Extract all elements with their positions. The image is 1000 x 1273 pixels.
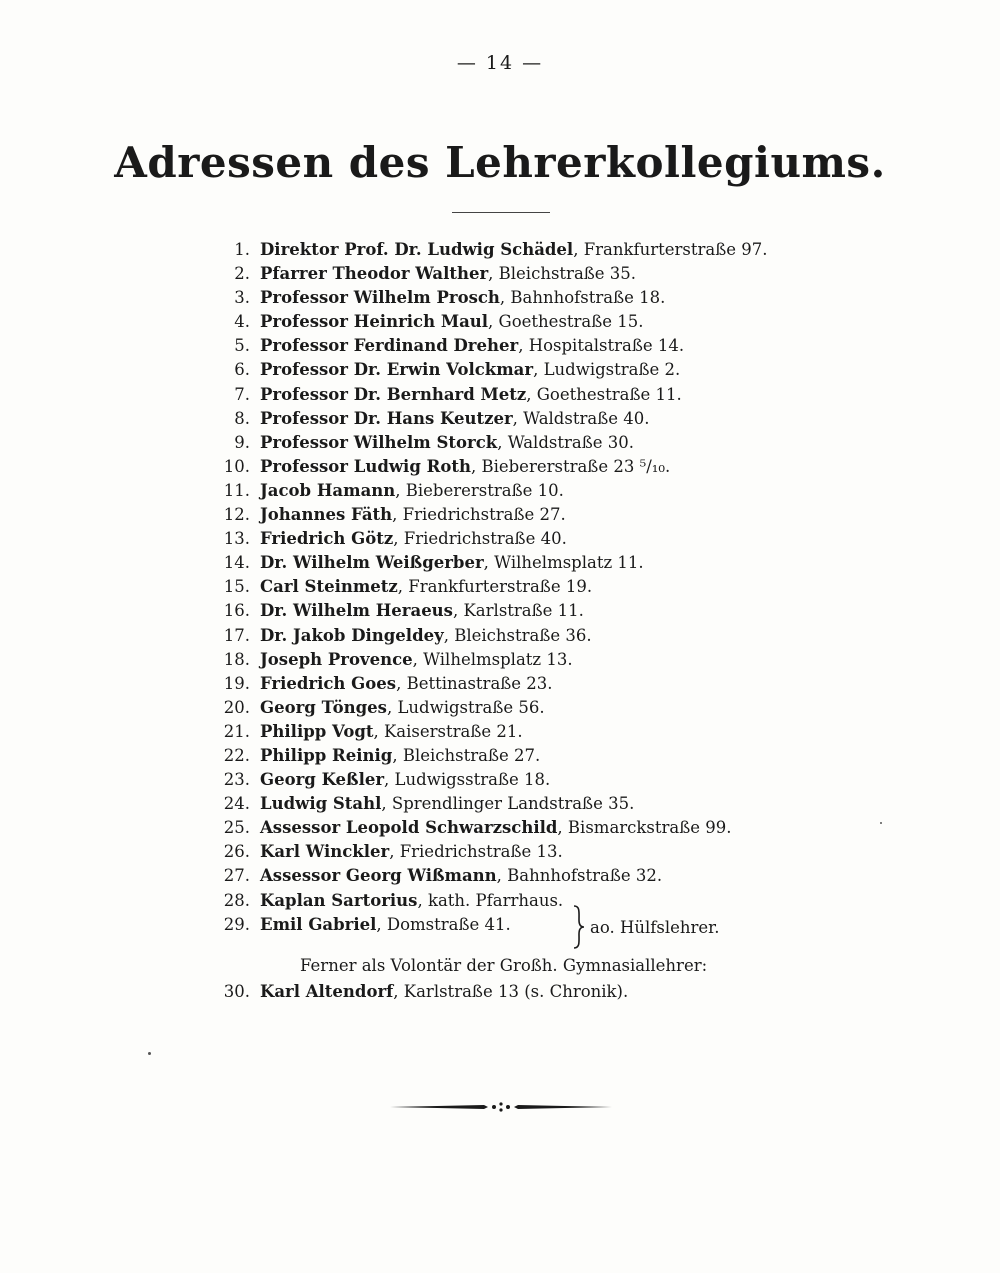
entry-address: Goethestraße 15. bbox=[498, 312, 644, 332]
list-item bbox=[0, 768, 1000, 792]
entry-address: Karlstraße 11. bbox=[463, 601, 584, 621]
entry-number: 28. bbox=[223, 890, 250, 910]
entry-text: Georg Keßler, Ludwigsstraße 18. bbox=[260, 770, 551, 790]
entry-number: 15. bbox=[223, 577, 250, 597]
entry-name: Friedrich Goes bbox=[260, 673, 397, 693]
list-item bbox=[0, 455, 1000, 479]
entry-number: 5. bbox=[234, 336, 250, 356]
list-item bbox=[0, 358, 1000, 382]
list-item bbox=[0, 889, 1000, 913]
entry-name: Georg Keßler bbox=[260, 770, 385, 790]
entry-name: Ludwig Stahl bbox=[260, 794, 382, 814]
entry-name: Professor Heinrich Maul bbox=[260, 312, 489, 332]
entry-text: Johannes Fäth, Friedrichstraße 27. bbox=[260, 505, 566, 525]
entry-text: Professor Dr. Erwin Volckmar, Ludwigstraße 2. bbox=[260, 360, 681, 380]
entry-number: 23. bbox=[223, 770, 250, 790]
entry-number: 3. bbox=[234, 288, 250, 308]
entry-address: Friedrichstraße 40. bbox=[403, 529, 567, 549]
entry-number: 10. bbox=[223, 456, 250, 476]
entry-number: 25. bbox=[223, 818, 250, 838]
entry-address: Bleichstraße 35. bbox=[498, 264, 637, 284]
list-item bbox=[0, 720, 1000, 744]
entry-number: 6. bbox=[234, 360, 250, 380]
entry-text: Professor Dr. Hans Keutzer, Waldstraße 40. bbox=[260, 408, 650, 428]
list-item bbox=[0, 648, 1000, 672]
entry-number: 20. bbox=[223, 697, 250, 717]
title-divider bbox=[452, 212, 550, 213]
entry-name: Carl Steinmetz bbox=[260, 577, 398, 597]
entry-name: Professor Dr. Erwin Volckmar bbox=[260, 360, 534, 380]
end-ornament-icon bbox=[388, 1100, 614, 1114]
entry-address: Bleichstraße 36. bbox=[454, 625, 592, 645]
volunteer-entry bbox=[0, 980, 1000, 1004]
entry-text: Friedrich Goes, Bettinastraße 23. bbox=[260, 673, 553, 693]
entry-number: 27. bbox=[223, 866, 250, 886]
entry-address: Friedrichstraße 27. bbox=[402, 505, 566, 525]
print-speck bbox=[880, 822, 882, 824]
entry-address: Biebererstraße 10. bbox=[405, 480, 564, 500]
list-item bbox=[0, 864, 1000, 888]
entry-name: Professor Wilhelm Storck bbox=[260, 432, 498, 452]
entry-text: Karl Altendorf, Karlstraße 13 (s. Chronik). bbox=[260, 982, 629, 1001]
entry-name: Johannes Fäth bbox=[260, 505, 393, 525]
list-item bbox=[0, 744, 1000, 768]
entry-address: Bahnhofstraße 18. bbox=[510, 288, 666, 308]
entry-address: Sprendlinger Landstraße 35. bbox=[391, 794, 635, 814]
entry-number: 11. bbox=[223, 480, 250, 500]
entry-name: Philipp Reinig bbox=[260, 745, 393, 765]
entry-text: Direktor Prof. Dr. Ludwig Schädel, Frankfurterstraße 97. bbox=[260, 240, 768, 259]
entry-number: 7. bbox=[234, 384, 250, 404]
entry-number: 22. bbox=[223, 745, 250, 765]
page-title: Adressen des Lehrerkollegiums. bbox=[114, 138, 886, 187]
entry-address: Ludwigsstraße 18. bbox=[394, 770, 551, 790]
entry-number: 1. bbox=[234, 240, 250, 259]
list-item bbox=[0, 431, 1000, 455]
volunteer-intro: Ferner als Volontär der Großh. Gymnasiallehrer: bbox=[300, 956, 708, 975]
list-item bbox=[0, 383, 1000, 407]
entry-name: Professor Dr. Bernhard Metz bbox=[260, 384, 527, 404]
entry-name: Assessor Georg Wißmann bbox=[260, 866, 497, 886]
entry-text: Friedrich Götz, Friedrichstraße 40. bbox=[260, 529, 567, 549]
entry-text: Assessor Leopold Schwarzschild, Bismarckstraße 99. bbox=[260, 818, 732, 838]
entry-address: Bismarckstraße 99. bbox=[567, 818, 732, 838]
entry-number: 30. bbox=[223, 982, 250, 1001]
list-item bbox=[0, 624, 1000, 648]
entry-text: Professor Heinrich Maul, Goethestraße 15. bbox=[260, 312, 644, 332]
entry-text: Professor Ferdinand Dreher, Hospitalstraße 14. bbox=[260, 336, 685, 356]
entry-address: Bleichstraße 27. bbox=[402, 745, 541, 765]
entry-text: Dr. Wilhelm Weißgerber, Wilhelmsplatz 11. bbox=[260, 553, 644, 573]
page-number: — 14 — bbox=[456, 52, 544, 74]
entry-number: 12. bbox=[223, 505, 250, 525]
entry-text: Pfarrer Theodor Walther, Bleichstraße 35. bbox=[260, 264, 637, 284]
print-speck bbox=[148, 1052, 151, 1055]
list-item bbox=[0, 696, 1000, 720]
entry-name: Dr. Wilhelm Heraeus bbox=[260, 601, 453, 621]
list-item bbox=[0, 503, 1000, 527]
entry-name: Pfarrer Theodor Walther bbox=[260, 264, 489, 284]
entry-number: 2. bbox=[234, 264, 250, 284]
entry-text: Jacob Hamann, Biebererstraße 10. bbox=[260, 480, 564, 500]
entry-text: Dr. Wilhelm Heraeus, Karlstraße 11. bbox=[260, 601, 584, 621]
entry-number: 17. bbox=[223, 625, 250, 645]
entry-address: Goethestraße 11. bbox=[536, 384, 682, 404]
entry-text: Georg Tönges, Ludwigstraße 56. bbox=[260, 697, 545, 717]
list-item bbox=[0, 599, 1000, 623]
entry-number: 21. bbox=[223, 721, 250, 741]
entry-number: 19. bbox=[223, 673, 250, 693]
entry-text: Philipp Vogt, Kaiserstraße 21. bbox=[260, 721, 523, 741]
entry-address: Wilhelmsplatz 13. bbox=[423, 649, 573, 669]
entry-text: Professor Ludwig Roth, Biebererstraße 23 ⁵/₁₀. bbox=[260, 456, 671, 476]
entry-number: 13. bbox=[223, 529, 250, 549]
entry-text: Kaplan Sartorius, kath. Pfarrhaus. bbox=[260, 890, 564, 910]
entry-address: Ludwigstraße 56. bbox=[397, 697, 545, 717]
entry-name: Professor Ferdinand Dreher bbox=[260, 336, 519, 356]
entry-name: Professor Dr. Hans Keutzer bbox=[260, 408, 513, 428]
list-item bbox=[0, 575, 1000, 599]
entry-address: Bahnhofstraße 32. bbox=[507, 866, 663, 886]
list-item bbox=[0, 840, 1000, 864]
entry-address: Biebererstraße 23 ⁵/₁₀. bbox=[481, 456, 671, 476]
list-item bbox=[0, 479, 1000, 503]
entry-number: 29. bbox=[223, 914, 250, 934]
entry-number: 16. bbox=[223, 601, 250, 621]
entry-text: Karl Winckler, Friedrichstraße 13. bbox=[260, 842, 563, 862]
list-item bbox=[0, 551, 1000, 575]
entry-number: 24. bbox=[223, 794, 250, 814]
entry-name: Professor Ludwig Roth bbox=[260, 456, 471, 476]
entry-text: Emil Gabriel, Domstraße 41. bbox=[260, 914, 511, 934]
entry-address: kath. Pfarrhaus. bbox=[427, 890, 564, 910]
entry-name: Dr. Jakob Dingeldey bbox=[260, 625, 444, 645]
entry-address: Karlstraße 13 (s. Chronik). bbox=[403, 982, 629, 1001]
entry-name: Jacob Hamann bbox=[260, 480, 396, 500]
list-item bbox=[0, 238, 1000, 262]
entry-text: Professor Wilhelm Prosch, Bahnhofstraße 18. bbox=[260, 288, 666, 308]
entry-name: Philipp Vogt bbox=[260, 721, 374, 741]
entry-text: Professor Dr. Bernhard Metz, Goethestraße 11. bbox=[260, 384, 682, 404]
entry-number: 9. bbox=[234, 432, 250, 452]
entry-text: Professor Wilhelm Storck, Waldstraße 30. bbox=[260, 432, 634, 452]
list-item bbox=[0, 310, 1000, 334]
list-item bbox=[0, 334, 1000, 358]
entry-text: Carl Steinmetz, Frankfurterstraße 19. bbox=[260, 577, 593, 597]
list-item bbox=[0, 792, 1000, 816]
entry-name: Emil Gabriel bbox=[260, 914, 377, 934]
entry-address: Hospitalstraße 14. bbox=[528, 336, 685, 356]
brace-label: ao. Hülfslehrer. bbox=[590, 918, 720, 937]
list-item bbox=[0, 407, 1000, 431]
list-item bbox=[0, 286, 1000, 310]
entry-address: Waldstraße 30. bbox=[507, 432, 634, 452]
entry-number: 14. bbox=[223, 553, 250, 573]
list-item bbox=[0, 527, 1000, 551]
entry-name: Karl Altendorf bbox=[260, 982, 394, 1001]
entry-number: 26. bbox=[223, 842, 250, 862]
entry-address: Frankfurterstraße 19. bbox=[408, 577, 593, 597]
entry-name: Friedrich Götz bbox=[260, 529, 394, 549]
entry-name: Dr. Wilhelm Weißgerber bbox=[260, 553, 484, 573]
list-item bbox=[0, 913, 1000, 937]
entry-number: 8. bbox=[234, 408, 250, 428]
entry-number: 18. bbox=[223, 649, 250, 669]
entry-text: Ludwig Stahl, Sprendlinger Landstraße 35. bbox=[260, 794, 635, 814]
right-brace-icon bbox=[572, 904, 586, 950]
entry-address: Friedrichstraße 13. bbox=[399, 842, 563, 862]
entry-address: Bettinastraße 23. bbox=[406, 673, 553, 693]
entry-address: Domstraße 41. bbox=[386, 914, 511, 934]
entry-name: Karl Winckler bbox=[260, 842, 390, 862]
staff-address-list bbox=[0, 238, 1000, 937]
list-item bbox=[0, 672, 1000, 696]
entry-text: Dr. Jakob Dingeldey, Bleichstraße 36. bbox=[260, 625, 592, 645]
entry-address: Wilhelmsplatz 11. bbox=[494, 553, 644, 573]
entry-address: Frankfurterstraße 97. bbox=[583, 240, 768, 259]
entry-number: 4. bbox=[234, 312, 250, 332]
assistant-teachers-group bbox=[572, 904, 732, 950]
entry-name: Direktor Prof. Dr. Ludwig Schädel bbox=[260, 240, 574, 259]
entry-name: Joseph Provence bbox=[260, 649, 413, 669]
entry-name: Assessor Leopold Schwarzschild bbox=[260, 818, 558, 838]
entry-text: Philipp Reinig, Bleichstraße 27. bbox=[260, 745, 541, 765]
entry-name: Kaplan Sartorius bbox=[260, 890, 418, 910]
entry-address: Waldstraße 40. bbox=[523, 408, 650, 428]
entry-name: Professor Wilhelm Prosch bbox=[260, 288, 500, 308]
entry-address: Ludwigstraße 2. bbox=[543, 360, 681, 380]
entry-name: Georg Tönges bbox=[260, 697, 387, 717]
entry-address: Kaiserstraße 21. bbox=[383, 721, 523, 741]
list-item bbox=[0, 262, 1000, 286]
entry-text: Assessor Georg Wißmann, Bahnhofstraße 32. bbox=[260, 866, 663, 886]
list-item bbox=[0, 816, 1000, 840]
entry-text: Joseph Provence, Wilhelmsplatz 13. bbox=[260, 649, 573, 669]
